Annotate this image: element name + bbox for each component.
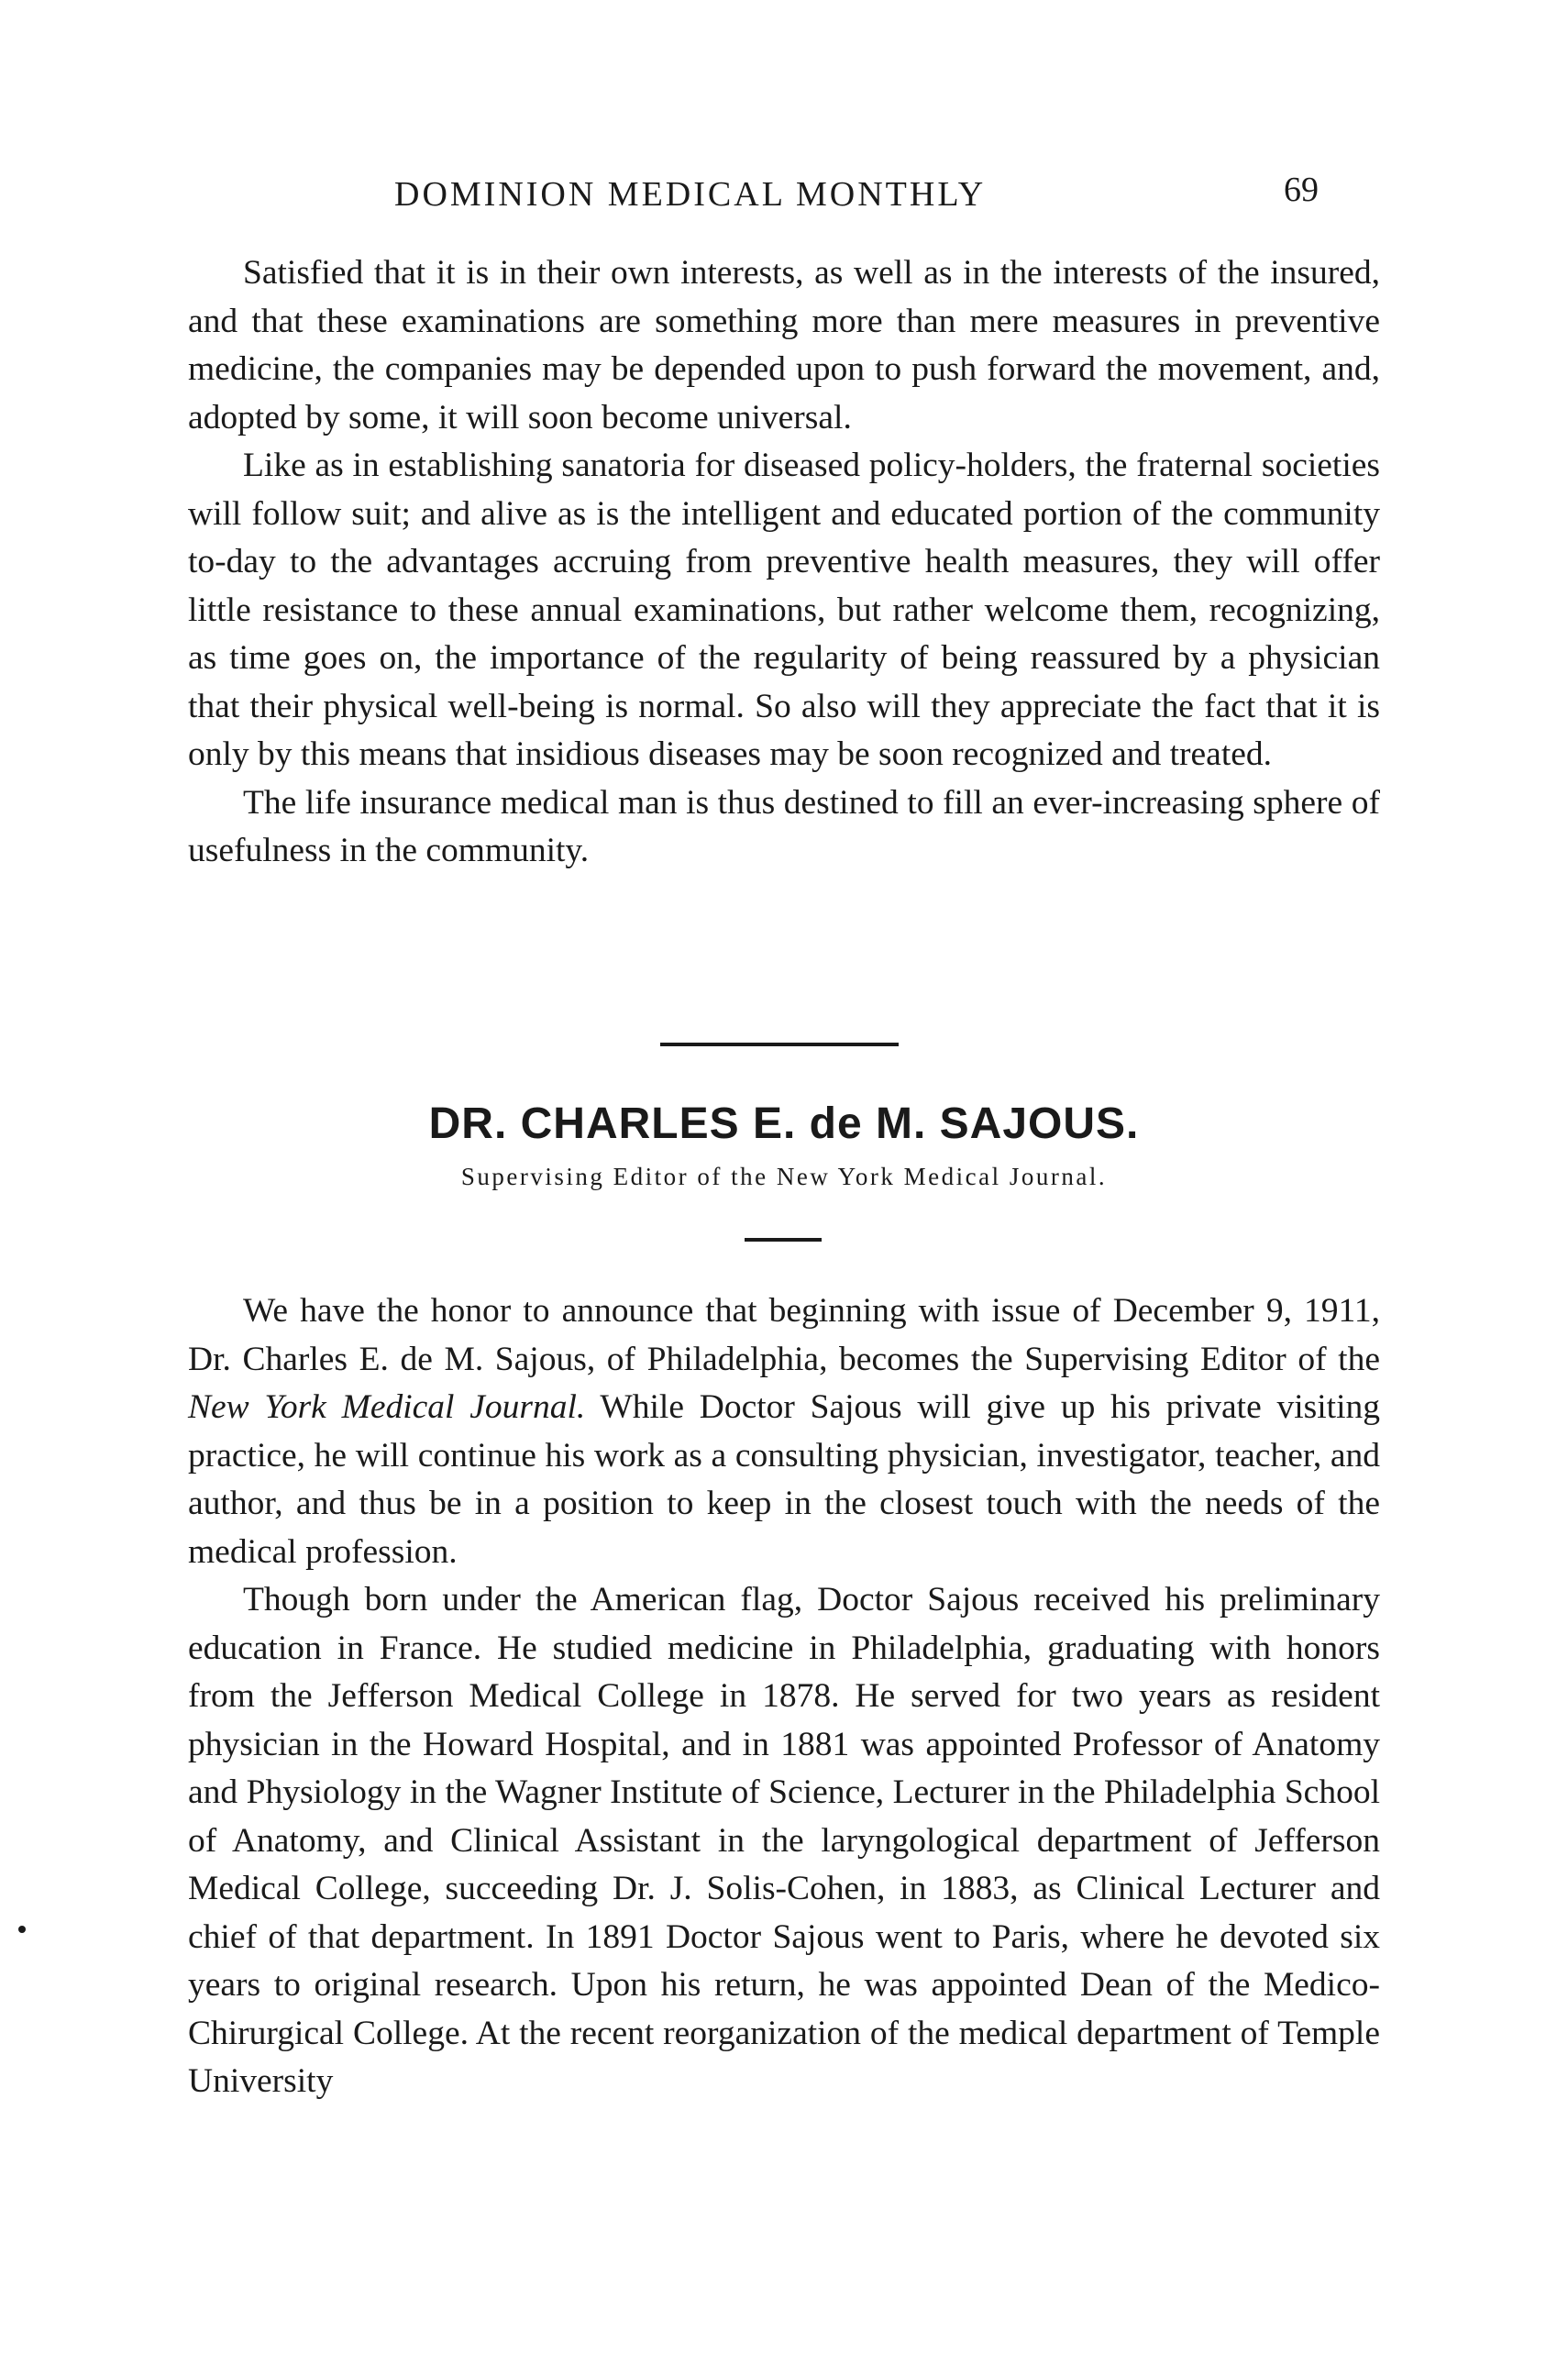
article-title: DR. CHARLES E. de M. SAJOUS. [428, 1099, 1140, 1148]
running-title: DOMINION MEDICAL MONTHLY [394, 175, 987, 214]
paragraph [188, 1287, 1380, 1576]
paragraph-text: While Doctor Sajous will give up his private visiting practice, he will continue his work as a consulting physician, investigator, teacher, and author, and thus be in a position to keep in the closest touch with the needs of the medical profession. [188, 1388, 1381, 1571]
paragraph-text: We have the honor to announce that beginning with issue of December 9, 1911, Dr. Charles E. de M. Sajous, of Philadelphia, becomes the Supervising Editor of the [188, 1292, 1380, 1378]
article-subtitle: Supervising Editor of the New York Medical Journal. [460, 1163, 1108, 1190]
paragraph: The life insurance medical man is thus destined to fill an ever-increasing sphere of usefulness in the community. [188, 783, 1380, 869]
page-number: 69 [1284, 171, 1319, 209]
paragraph: Like as in establishing sanatoria for diseased policy-holders, the fraternal societies will follow suit; and alive as is the intelligent and educated portion of the community to-day to the advantages accruing from preventive health measures, they will offer little resistance to these annual examinations, but rather welcome them, recognizing, as time goes on, the importance of the regularity of being reassured by a physician that their physical well-being is normal. So also will they appreciate the fact that it is only by this means that insidious diseases may be soon recognized and treated. [188, 447, 1380, 773]
section-divider [660, 1043, 899, 1046]
margin-mark [18, 1926, 26, 1933]
article-body [188, 1287, 1380, 2106]
closing-section [188, 249, 1380, 876]
title-divider [745, 1238, 822, 1242]
paragraph: Though born under the American flag, Doctor Sajous received his preliminary education in France. He studied medicine in Philadelphia, graduating with honors from the Jefferson Medical College in 1878. He served for two years as resident physician in the Howard Hospital, and in 1881 was appointed Professor of Anatomy and Physiology in the Wagner Institute of Science, Lecturer in the Philadelphia School of Anatomy, and Clinical Assistant in the laryngological department of Jefferson Medical College, succeeding Dr. J. Solis-Cohen, in 1883, as Clinical Lecturer and chief of that department. In 1891 Doctor Sajous went to Paris, where he devoted six years to original research. Upon his return, he was appointed Dean of the Medico-Chirurgical College. At the recent reorganization of the medical department of Temple University [188, 1581, 1380, 2100]
paragraph: Satisfied that it is in their own interests, as well as in the interests of the insured, and that these examinations are something more than mere measures in preventive medicine, the companies may be depended upon to push forward the movement, and, adopted by some, it will soon become universal. [188, 254, 1380, 436]
journal-name: New York Medical Journal. [188, 1388, 586, 1426]
